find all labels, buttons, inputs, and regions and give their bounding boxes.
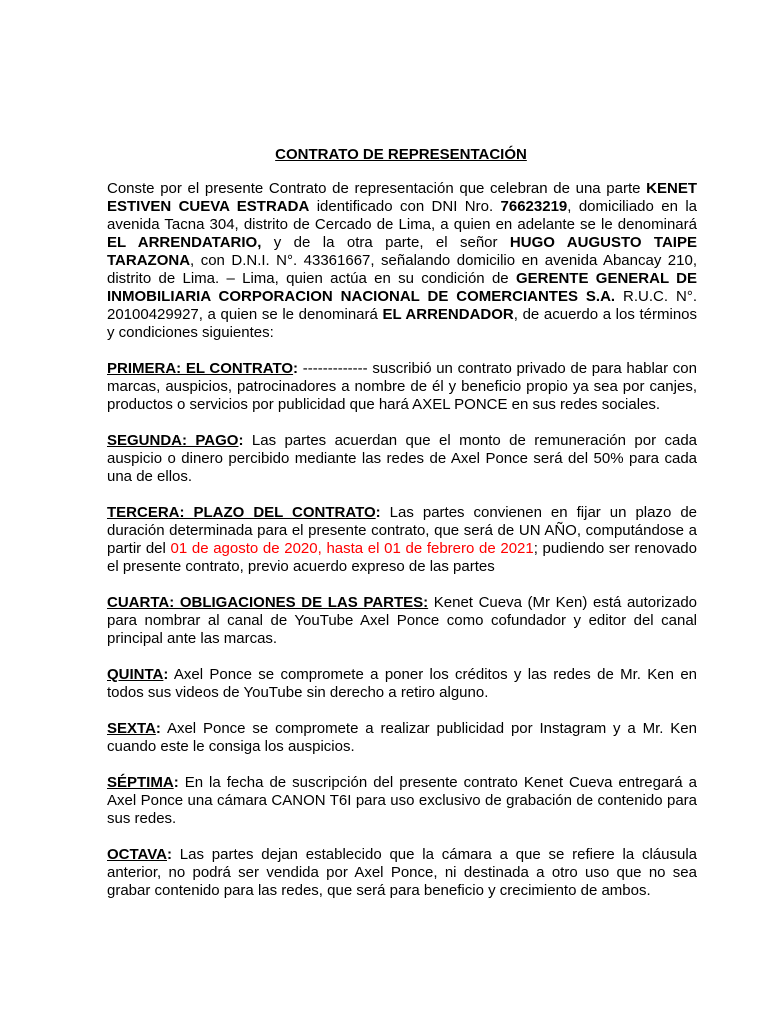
clause-text: Axel Ponce se compromete a realizar publicidad por Instagram y a Mr. Ken cuando este le consiga los auspicios. [107,720,697,755]
clause-octava [107,846,697,900]
intro-text-7: , de acuerdo a los términos y condiciones siguientes: [107,306,698,341]
intro-text-3: , domiciliado en la avenida Tacna 304, distrito de Cercado de Lima, a quien en adelante se le denominará [107,198,698,233]
clause-text: Las partes acuerdan que el monto de remuneración por cada auspicio o dinero percibido mediante las redes de Axel Ponce será del 50% para cada una de ellos. [107,432,698,485]
clause-tercera [107,504,697,576]
clause-cuarta [107,594,697,648]
clause-text: En la fecha de suscripción del presente contrato Kenet Cueva entregará a Axel Ponce una cámara CANON T6I para uso exclusivo de grabación de contenido para sus redes. [107,774,697,827]
company-name: GERENTE GENERAL DE INMOBILIARIA CORPORACION NACIONAL DE COMERCIANTES S.A. [107,270,697,305]
clause-heading: QUINTA [107,666,164,683]
clause-primera [107,360,697,414]
intro-text-5: , con D.N.I. N°. 43361667, señalando domicilio en avenida Abancay 210, distrito de Lima. – Lima, quien actúa en su condición de [107,252,697,287]
intro-text-4: y de la otra parte, el señor [261,234,510,251]
clause-colon: : [167,846,172,863]
clause-colon: : [293,360,299,377]
clause-text: Las partes dejan establecido que la cámara a que se refiere la cláusula anterior, no podrá ser vendida por Axel Ponce, ni destinada a otro uso que no sea grabar contenido para las redes, que será para beneficio y crecimiento de ambos. [107,846,697,899]
clause-heading: OCTAVA [107,846,167,863]
highlighted-date-range: 01 de agosto de 2020, hasta el 01 de febrero de 2021 [170,540,534,557]
clause-quinta [107,666,697,702]
document-body [107,180,697,918]
arrendador-label: EL ARRENDADOR [382,306,514,323]
intro-text-1: Conste por el presente Contrato de representación que celebran de una parte [107,180,647,197]
intro-text-2: identificado con DNI Nro. [309,198,501,215]
intro-text-6: R.U.C. N°. 20100429927, a quien se le denominará [107,288,697,323]
clause-text: Axel Ponce se compromete a poner los créditos y las redes de Mr. Ken en todos sus videos de YouTube sin derecho a retiro alguno. [107,666,697,701]
clause-text: ------------- suscribió un contrato privado de para hablar con marcas, auspicios, patrocinadores a nombre de él y beneficio propio ya sea por canjes, productos o servicios por publicidad que hará AXEL PONCE en sus redes sociales. [107,360,697,413]
clause-text: ; pudiendo ser renovado el presente contrato, previo acuerdo expreso de las partes [107,540,697,575]
clause-colon: : [155,720,161,737]
document-title: CONTRATO DE REPRESENTACIÓN [275,146,527,163]
clause-colon: : [163,666,169,683]
clause-heading: PRIMERA: EL CONTRATO [107,360,294,377]
clause-text: Kenet Cueva (Mr Ken) está autorizado para nombrar al canal de YouTube Axel Ponce como cofundador y editor del canal principal ante las marcas. [107,594,698,647]
dni-number: 76623219 [500,198,568,215]
clause-septima [107,774,697,828]
intro-paragraph [107,180,697,342]
clause-colon: : [238,432,244,449]
clause-segunda [107,432,697,486]
clause-sexta [107,720,697,756]
clause-heading: SEXTA [107,720,156,737]
party-name-kenet: KENET ESTIVEN CUEVA ESTRADA [107,180,697,215]
clause-colon: : [173,774,179,791]
clause-colon: : [375,504,381,521]
arrendatario-label: EL ARRENDATARIO, [107,234,262,251]
clause-text: Las partes convienen en fijar un plazo de duración determinada para el presente contrato, que será de UN AÑO, computándose a partir del [107,504,698,557]
clause-heading: CUARTA: OBLIGACIONES DE LAS PARTES: [107,594,429,611]
clause-heading: SÉPTIMA [107,774,174,791]
clause-heading: SEGUNDA: PAGO [107,432,239,449]
party-name-hugo: HUGO AUGUSTO TAIPE TARAZONA [107,234,697,269]
clause-heading: TERCERA: PLAZO DEL CONTRATO [107,504,376,521]
